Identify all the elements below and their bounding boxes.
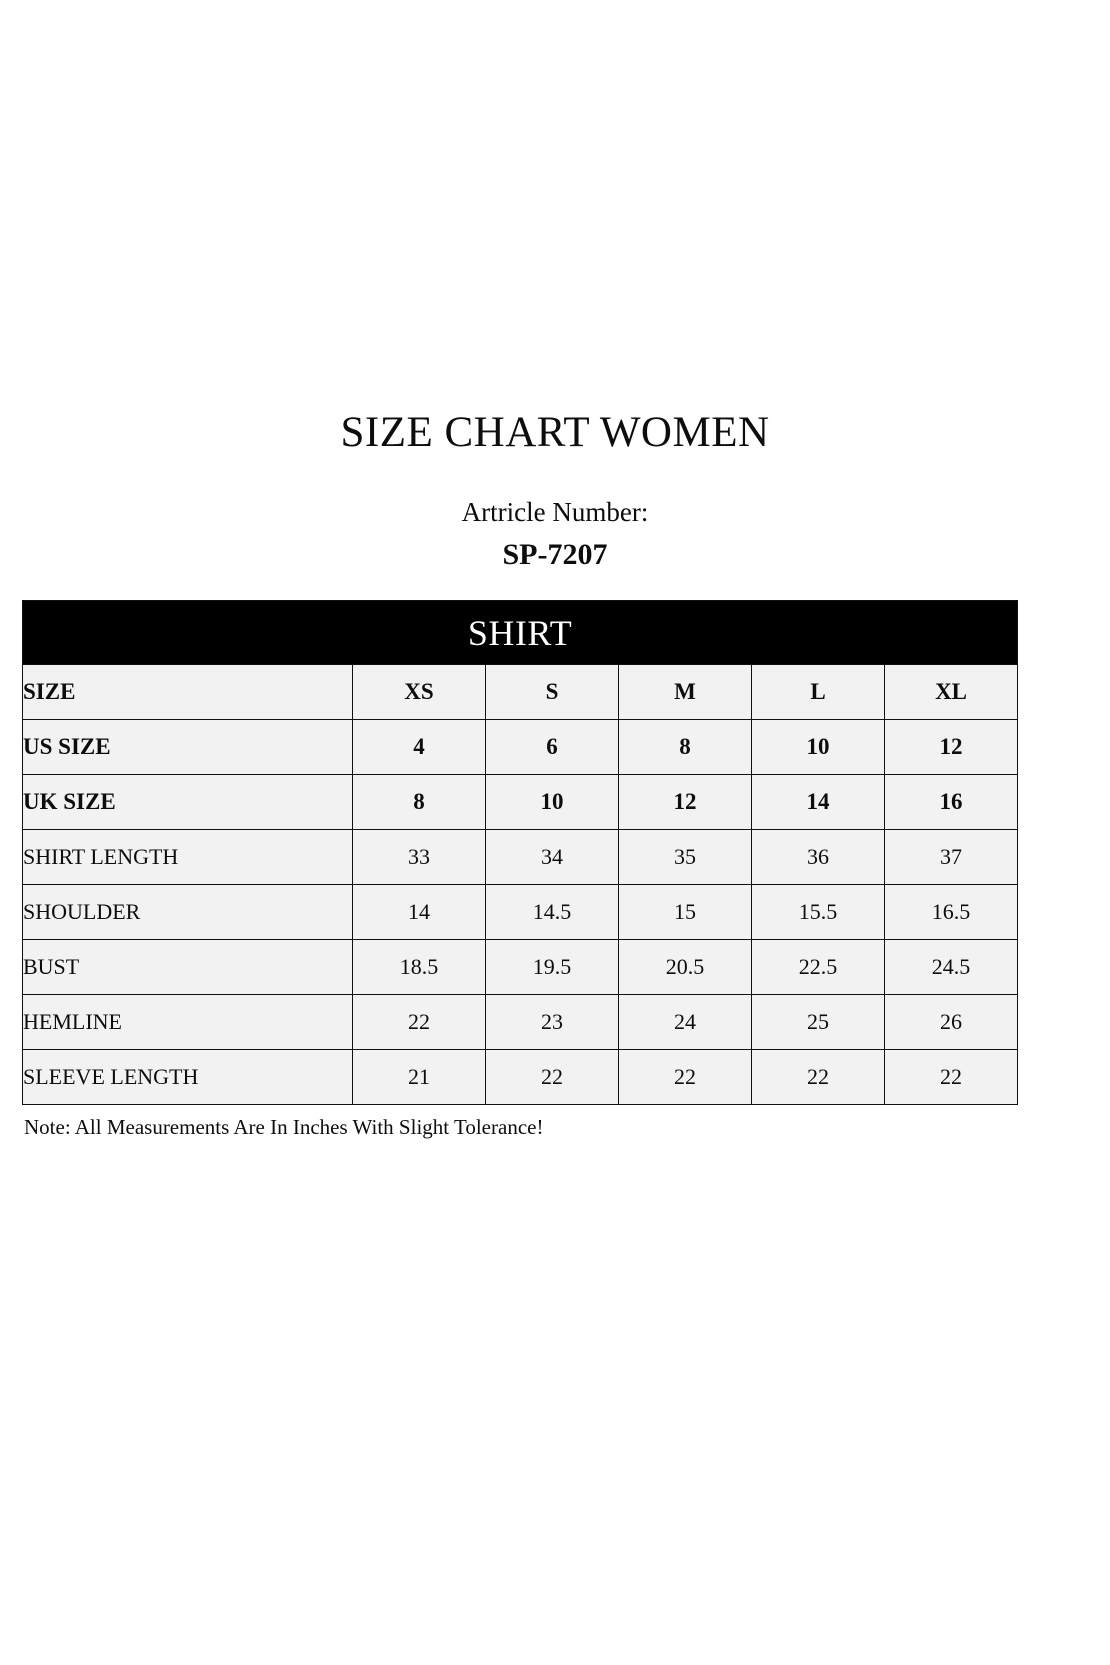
cell-shoulder-s: 14.5 xyxy=(486,885,619,940)
table-row xyxy=(23,720,1018,775)
table-row xyxy=(23,1050,1018,1105)
table-row xyxy=(23,995,1018,1050)
cell-shirt-length-m: 35 xyxy=(619,830,752,885)
cell-us-size-l: 10 xyxy=(752,720,885,775)
size-chart-table-wrapper xyxy=(22,600,1017,1105)
cell-bust-s: 19.5 xyxy=(486,940,619,995)
cell-us-size-xs: 4 xyxy=(353,720,486,775)
row-label-shoulder: SHOULDER xyxy=(23,885,353,940)
table-row xyxy=(23,665,1018,720)
cell-size-xl: XL xyxy=(885,665,1018,720)
cell-bust-l: 22.5 xyxy=(752,940,885,995)
measurement-note: Note: All Measurements Are In Inches With Slight Tolerance! xyxy=(24,1115,544,1139)
cell-shoulder-l: 15.5 xyxy=(752,885,885,940)
row-label-sleeve-length: SLEEVE LENGTH xyxy=(23,1050,353,1105)
table-row-garment-header xyxy=(23,601,1018,665)
cell-uk-size-m: 12 xyxy=(619,775,752,830)
cell-shoulder-xl: 16.5 xyxy=(885,885,1018,940)
cell-shoulder-m: 15 xyxy=(619,885,752,940)
cell-size-xs: XS xyxy=(353,665,486,720)
table-row xyxy=(23,775,1018,830)
cell-uk-size-s: 10 xyxy=(486,775,619,830)
article-number-value: SP-7207 xyxy=(502,538,608,571)
cell-shirt-length-s: 34 xyxy=(486,830,619,885)
cell-hemline-l: 25 xyxy=(752,995,885,1050)
cell-sleeve-length-xl: 22 xyxy=(885,1050,1018,1105)
cell-shirt-length-l: 36 xyxy=(752,830,885,885)
table-row xyxy=(23,885,1018,940)
cell-bust-xl: 24.5 xyxy=(885,940,1018,995)
cell-us-size-s: 6 xyxy=(486,720,619,775)
cell-size-m: M xyxy=(619,665,752,720)
cell-hemline-xl: 26 xyxy=(885,995,1018,1050)
cell-uk-size-l: 14 xyxy=(752,775,885,830)
cell-uk-size-xl: 16 xyxy=(885,775,1018,830)
cell-hemline-m: 24 xyxy=(619,995,752,1050)
row-label-size: SIZE xyxy=(23,665,353,720)
garment-type-header: SHIRT xyxy=(23,601,1018,665)
page-title: SIZE CHART WOMEN xyxy=(340,409,770,456)
cell-hemline-s: 23 xyxy=(486,995,619,1050)
cell-us-size-xl: 12 xyxy=(885,720,1018,775)
article-number-label: Artricle Number: xyxy=(461,497,649,527)
cell-uk-size-xs: 8 xyxy=(353,775,486,830)
cell-shirt-length-xl: 37 xyxy=(885,830,1018,885)
cell-size-l: L xyxy=(752,665,885,720)
row-label-hemline: HEMLINE xyxy=(23,995,353,1050)
table-row xyxy=(23,830,1018,885)
cell-us-size-m: 8 xyxy=(619,720,752,775)
cell-bust-m: 20.5 xyxy=(619,940,752,995)
cell-sleeve-length-l: 22 xyxy=(752,1050,885,1105)
cell-shoulder-xs: 14 xyxy=(353,885,486,940)
cell-shirt-length-xs: 33 xyxy=(353,830,486,885)
row-label-shirt-length: SHIRT LENGTH xyxy=(23,830,353,885)
row-label-uk-size: UK SIZE xyxy=(23,775,353,830)
cell-sleeve-length-m: 22 xyxy=(619,1050,752,1105)
cell-sleeve-length-xs: 21 xyxy=(353,1050,486,1105)
row-label-us-size: US SIZE xyxy=(23,720,353,775)
cell-sleeve-length-s: 22 xyxy=(486,1050,619,1105)
size-chart-table xyxy=(22,600,1018,1105)
cell-hemline-xs: 22 xyxy=(353,995,486,1050)
row-label-bust: BUST xyxy=(23,940,353,995)
cell-size-s: S xyxy=(486,665,619,720)
table-row xyxy=(23,940,1018,995)
cell-bust-xs: 18.5 xyxy=(353,940,486,995)
